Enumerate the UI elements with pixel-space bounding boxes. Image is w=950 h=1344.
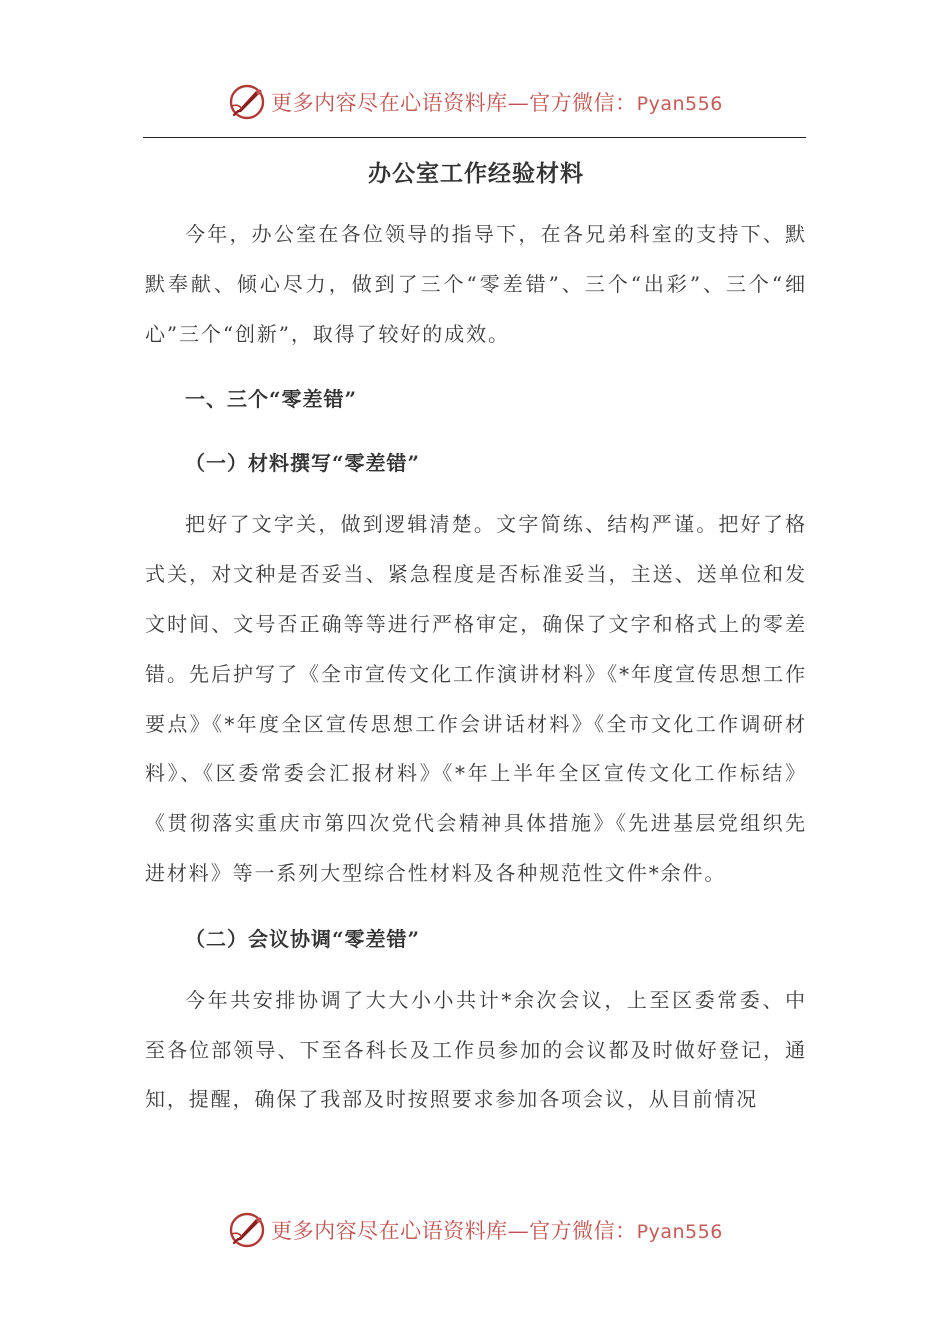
body-paragraph: 把好了文字关，做到逻辑清楚。文字简练、结构严谨。把好了格式关，对文种是否妥当、紧急程度是否标准妥当，主送、送单位和发文时间、文号否正确等等进行严格审定，确保了文字和格式上的零差错。先后护写了《全市宣传文化工作演讲材料》《*年度宣传思想工作要点》《*年度全区宣传思想工作会讲话材料》《全市文化工作调研材料》、《区委常委会汇报材料》《*年上半年全区宣传文化工作标结》《贯彻落实重庆市第四次党代会精神具体措施》《先进基层党组织先进材料》等一系列大型综合性材料及各种规范性文件*余件。 [145,512,807,885]
footer-banner [0,1206,950,1254]
wechat-id: Pyan556 [636,93,723,115]
quill-pen-icon [227,82,267,122]
header-divider [143,137,806,138]
body-paragraph: 今年共安排协调了大大小小共计*余次会议，上至区委常委、中至各位部领导、下至各科长及工作员参加的会议都及时做好登记，通知，提醒，确保了我部及时按照要求参加各项会议，从目前情况 [145,987,807,1112]
subsection-heading: （一）材料撰写“零差错” [185,451,421,476]
document-body [145,152,807,1125]
subsection-heading: （二）会议协调“零差错” [185,926,421,951]
banner-text: 更多内容尽在心语资料库—官方微信：Pyan556 [271,91,723,115]
wechat-id: Pyan556 [636,1221,723,1243]
banner-text: 更多内容尽在心语资料库—官方微信：Pyan556 [271,1219,723,1243]
section-heading: 一、三个“零差错” [185,387,358,412]
intro-paragraph: 今年，办公室在各位领导的指导下，在各兄弟科室的支持下、默默奉献、倾心尽力，做到了三个“零差错”、三个“出彩”、三个“细心”三个“创新”，取得了较好的成效。 [145,222,807,346]
header-banner [0,78,950,126]
page-title: 办公室工作经验材料 [368,160,584,187]
quill-pen-icon [227,1210,267,1250]
